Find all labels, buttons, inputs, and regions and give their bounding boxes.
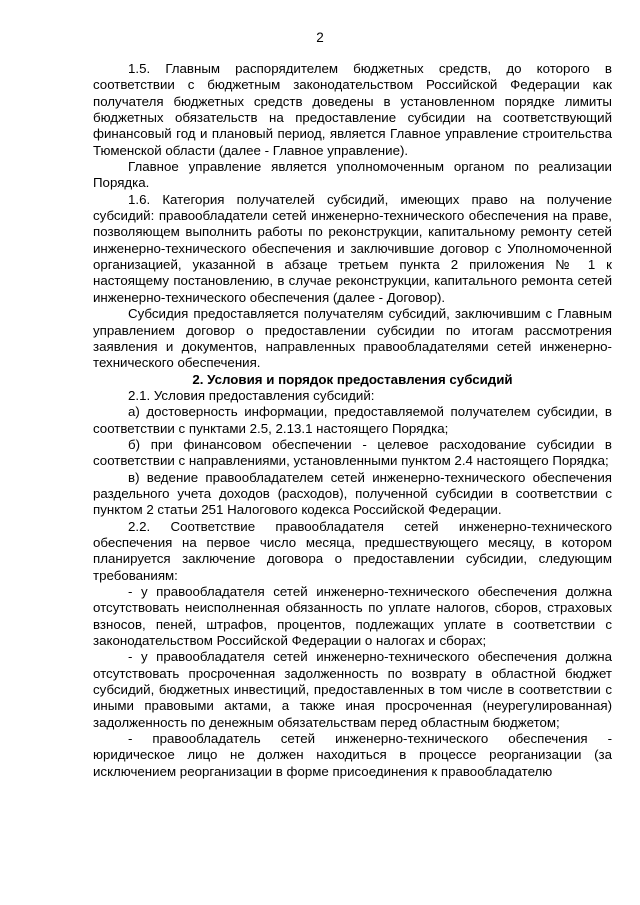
page-number: 2: [316, 30, 324, 45]
section-heading: 2. Условия и порядок предоставления субсидий: [192, 371, 513, 387]
condition-a: а) достоверность информации, предоставляемой получателем субсидии, в соответствии с пунктами 2.5, 2.13.1 настоящего Порядка;: [93, 404, 612, 436]
paragraph-subsidy-recipients: Субсидия предоставляется получателям субсидий, заключившим с Главным управлением договор о предоставлении субсидии по итогам рассмотрения заявления и документов, направленных правообладателями сетей инженерно-технического обеспечения.: [93, 306, 612, 371]
requirement-reorganization: - правообладатель сетей инженерно-технического обеспечения - юридическое лицо не должен находиться в процессе реорганизации (за исключением реорганизации в форме присоединения к правообладателю: [93, 731, 612, 779]
paragraph-2-1: 2.1. Условия предоставления субсидий:: [128, 387, 375, 403]
document-body: [93, 61, 612, 780]
paragraph-2-2: 2.2. Соответствие правообладателя сетей инженерно-технического обеспечения на первое число месяца, предшествующего месяцу, в котором планируется заключение договора о предоставлении субсидии, следующим требованиям:: [93, 518, 612, 583]
paragraph-authorized-body: Главное управление является уполномоченным органом по реализации Порядка.: [93, 159, 612, 191]
paragraph-1-5: 1.5. Главным распорядителем бюджетных средств, до которого в соответствии с бюджетным законодательством Российской Федерации как получателя бюджетных средств доведены в установленном порядке лимиты бюджетных обязательств на предоставление субсидии на соответствующий финансовый год и плановый период, является Главное управление строительства Тюменской области (далее - Главное управление).: [93, 61, 612, 158]
condition-v: в) ведение правообладателем сетей инженерно-технического обеспечения раздельного учета доходов (расходов), полученной субсидии в соответствии с пунктом 2 статьи 251 Налогового кодекса Российской Федерации.: [93, 469, 612, 518]
requirement-debt: - у правообладателя сетей инженерно-технического обеспечения должна отсутствовать просроченная задолженность по возврату в областной бюджет субсидий, бюджетных инвестиций, предоставленных в том числе в соответствии с иными правовыми актами, а также иная просроченная (неурегулированная) задолженность по денежным обязательствам перед областным бюджетом;: [93, 649, 612, 730]
requirement-taxes: - у правообладателя сетей инженерно-технического обеспечения должна отсутствовать неисполненная обязанность по уплате налогов, сборов, страховых взносов, пеней, штрафов, процентов, подлежащих уплате в соответствии с законодательством Российской Федерации о налогах и сборах;: [93, 584, 612, 649]
condition-b: б) при финансовом обеспечении - целевое расходование субсидии в соответствии с направлениями, установленными пунктом 2.4 настоящего Порядка;: [93, 436, 612, 469]
paragraph-1-6: 1.6. Категория получателей субсидий, имеющих право на получение субсидий: правообладатели сетей инженерно-технического обеспечения на праве, позволяющем выполнить работы по реконструкции, капитальному ремонту сетей инженерно-технического обеспечения и заключившие договор с Уполномоченной организацией, указанной в абзаце третьем пункта 2 приложения № 1 к настоящему постановлению, в случае реконструкции, капитального ремонта сетей инженерно-технического обеспечения (далее - Договор).: [93, 191, 612, 305]
